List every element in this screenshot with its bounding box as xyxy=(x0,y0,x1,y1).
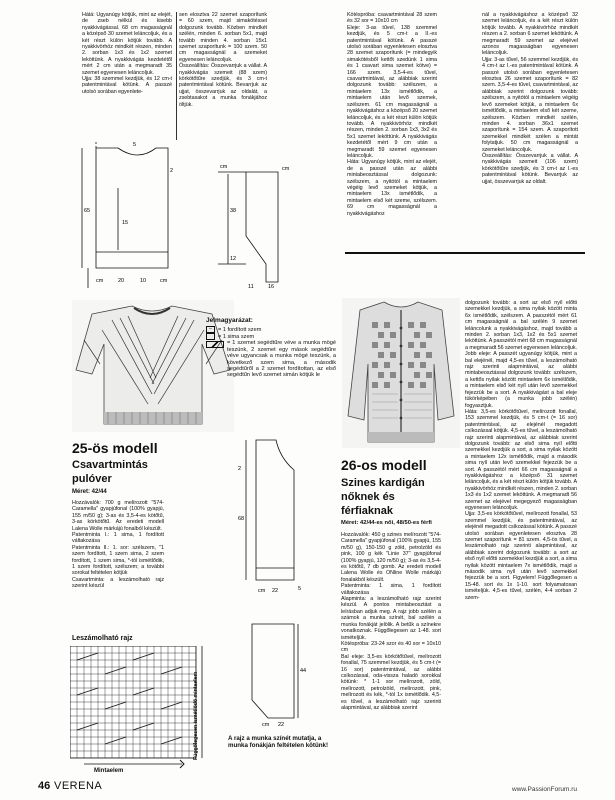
chart-vertical-label: Függőlegesen ismétlődő mintaelem xyxy=(193,671,199,760)
dimension-label: cm xyxy=(96,278,104,284)
model25-subtitle: Csavartmintás xyxy=(72,459,148,471)
brand-name: VERENA xyxy=(54,780,103,792)
dimension-label: 10 xyxy=(140,278,147,284)
dimension-label: 22 xyxy=(278,722,285,728)
sleeve-schematic xyxy=(188,160,298,290)
model26-text: Hozzávalók: 450 g szines melírozott "574-Caramella" gyapjúfonal (100% gyapjú, 155 m/50 g), 150-150 g zöld, petrolzöld és pink, 100 g kék "Linie 37" gyapjúfonal (100% gyapjú, 120 m/50 g); 3-as és 3,5-4-es kötőtű, 7 db gomb. Az eredeti modell Lalena Wolle és ONline Wolle márkájú fonalakból készült. Patentminta: 1 sima, 1 fordított váltakozása Alapminta: a leszámolható rajz szerint készül. A pontos mintabeosztást a leírásban adjuk meg. A rajz jobb szélén a számok a munka színét, bal szélén a munka fonákját jelölik. A betűk a színekre vonatkoznak. Függőlegesen az 1-48. sort ismételjük. Kötéspróba: 23-24 szor és 40 sor = 10x10 cm Bal eleje: 3,5-es körkötőtűvel, melírozott fonallal, 75 szemmel kezdjük, és 5 cm-t (= 16 sor) patentmintával, az alábbi csíkozással, oda-vissza haladó sorokkal kötünk: * 1-1 sor melírozott, zöld, melírozott, petrolzöld, melírozott, pink, melírozott és kék, *-tól 1x ismétlődik. 4,5-es tűvel, a leszámolható rajz szerinti alapmintával, az alábbiak szerint xyxy=(341,532,441,711)
model26-subtitle: Szines kardigán xyxy=(341,477,425,489)
watermark: www.PassionForum.ru xyxy=(512,786,578,793)
col2-top-text: sen elosztva 22 szemet szaporítunk = 60 szem, majd simakötéssel dolgozunk tovább. Közben mindkét szélén, minden 6. sorban 5x1, majd tovább minden 4. sorban 15x1 szemet szaporítunk = 100 szem. 50 cm magasságnál a szemeket egyenesen leláncoljuk. Összeállítás: Összevarrjuk a vállat. A nyakkivágás szemeit (88 szem) körkötőtűre szedjük, és 3 cm-t patentmintával kötünk. Bevarrjuk az ujjat, összevarrjuk az oldalát, a zsebtasakot a munka fonákjához öltjük. xyxy=(179,12,267,108)
divider-line xyxy=(345,252,585,254)
dimension-label: 12 xyxy=(230,256,237,262)
divider-line xyxy=(176,12,177,140)
dimension-label: 44 xyxy=(300,668,307,674)
legend xyxy=(206,318,336,379)
model26-subtitle: férfiaknak xyxy=(341,505,393,517)
dimension-label: 38 xyxy=(230,208,237,214)
model26-size: Méret: 42/44-es női, 48/50-es férfi xyxy=(341,520,432,526)
dimension-label: cm xyxy=(220,164,228,170)
dimension-label: 2 xyxy=(238,466,242,472)
col4-top-text: nál a nyakkivágáshoz a középső 32 szemet leláncoljuk, és a két részt külön kötjük tovább. A nyakkivörhöz mindkét részen a 2. sorban 6 szemet leköttünk. A megmaradt 59 szemet az elejével azonos magasságban egyenesen leláncoljuk. Ujja: 3-as tűvel, 56 szemmel kezdjük, és 4 cm-t az I.-es patentmintával kötünk. A passzé utolsó sorában egyenletesen elosztva 26 szemet szaporítunk = 82 szem. 3,5-4-es tűvel, csavartmintával, az alábbiak szerint dolgozunk tovább: szélszem, a nyitótól a mintaelem végéig levő szemeket kötjük, a mintaelem 6x ismétlődik, a mintaelem első két szeme, szélszem. Közben mindkét szélén, minden 4. sorban 36x1 szemet szaporítunk = 154 szem. A szaporított szemekkel mindkét szélen a mintát folytatjuk. 50 cm magasságnál a szemeket leláncoljuk. Összeállítás: Összevarrjuk a vállat. A nyakkivágás szemeit (106 szem) körkötőtűre szedjük, és 3 cm-t az I.-es patentmintával kötünk. Bevarrjuk az ujjat, összevarrjuk az oldalt. xyxy=(482,12,578,185)
dimension-label: cm xyxy=(262,722,270,728)
dimension-label: cm xyxy=(258,588,266,594)
dimension-label: 65 xyxy=(84,208,91,214)
model25-subtitle: pulóver xyxy=(72,473,112,485)
dimension-label: 5 xyxy=(298,586,302,592)
model25-title: 25-ös modell xyxy=(72,440,158,456)
model26-title: 26-os modell xyxy=(341,457,427,473)
model26-subtitle: nőknek és xyxy=(341,491,395,503)
cardigan-front-schematic xyxy=(236,430,336,620)
col4-bottom-text: dolgozunk tovább: a sort az első nyíl előtti szemekkel kezdjük, a sima nyilak között minta 6x ismétlődik, szélszem. A passzétól mért 61 cm magasságnál a bal szélén 9 szemet leláncolunk a nyakkivágáshoz, majd tovább a minden 2. sorban 1x3, 1x2 és 5x1 szemet leköttünk. A passzétól mért 68 cm magasságnál a megmaradt 56 szemet egyenesen leláncoljuk. Jobb eleje: A passzét ugyanúgy kötjük, mint a bal elejénél, majd 4,5-es tűvel, a leszámolható rajz szerinti alapmintával, az alábbi mintabeosztással dolgozunk tovább: szélszem, a kettős nyilak között mintaelem 6x ismétlődik, a mintaelem első két nyíl után levő szemekkel fejezzük be a sort. A nyakkivágást a bal eleje tükörképében (a munka jobb szélén) fogyasztjuk. Háta: 3,5-es körkötőtűvel, melírozott fonallal, 153 szemmel kezdjük, és 5 cm-t (= 16 sor) patentmintával, az elejénél megadott csíkozással kötjük. 4,5-es tűvel, a leszámolható rajz szerinti alapmintával, az alábbiak szerint dolgozunk tovább: az első sima nyíl előtti szemekkel kezdjük a sort, a sima nyilak között a mintaelem 12x ismétlődik, majd a második sima nyíl után levő szemekkel fejezzük be a sort. A passzétól mért 66 cm magasságnál a nyakkivágáshoz a középső 31 szemet leláncoljuk, és a két részt külön kötjük tovább. A nyakkivörhöz mindkét részen, minden 2. sorban 1x3 és 1x2 szemet leköttünk. A megmaradt 56 szemet az elejével megegyező magasságban egyenesen leláncoljuk. Ujja: 3,5-es körkötőtűvel, melírozott fonallal, 53 szemmel kezdjük, és patentmintával, az elejénél megadott csíkozással kötünk. A passzé utolsó sorában egyenletesen elosztva 28 szemet szaporítunk = 81 szem. 4,5-ös tűvel, a leszámolható rajz szerinti alapmintával, az alábbiak szerint dolgozunk tovább: a sort az első nyíl előtti szemekkel kezdjük a sort, a sima nyilak között mintaelem 7x ismétlődik, majd a második sima nyíl után levő szemekkel fejezzük be a sort. Figyelem! Függőlegesen a 15-48. sort és 1x 1-10. sort folyamatosan ismételjük. 4,5-es tűvel, szélén, 4-4 sorban 2 szem- xyxy=(465,300,577,601)
dimension-label: 5 xyxy=(133,142,137,148)
chart-bottom-label: Mintaelem xyxy=(94,768,124,774)
dimension-label: cm xyxy=(282,166,290,172)
page-number: 46 xyxy=(38,780,51,792)
knit-symbol-icon xyxy=(206,333,215,340)
sweater-body-schematic xyxy=(78,140,178,300)
model25-size: Méret: 42/44 xyxy=(72,489,107,495)
chart-title: Leszámolható rajz xyxy=(72,635,133,642)
dimension-label: 22 xyxy=(272,588,279,594)
cardigan-sleeve-schematic xyxy=(236,620,336,730)
legend-item: = 1 sima szem xyxy=(218,333,255,340)
col1-top-text: Hátá: Ugyanúgy kötjük, mint az elejét, de zseb nélkül és kisebb nyakkivágással. 68 cm magasságnál a középső 30 szemet leláncoljuk, és a két részt külön kötjük tovább. A nyakkivörhöz mindkét részen, minden 2. sorban 1x3 és 1x2 szemet leköttünk. A nyakkivágás kezdetétől mért 2 cm után a megmaradt 35 szemet egyenesen leláncoljuk. Ujja: 38 szemmel kezdjük, és 12 cm-t patentmintával kötünk. A passzé utolsó sorában egyenlete- xyxy=(82,12,172,95)
dimension-label: 11 xyxy=(248,284,254,290)
dimension-label: 16 xyxy=(268,284,275,290)
model25-text: Hozzávalók: 700 g melírozott "574-Caramella" gyapjúfonal (100% gyapjú, 155 m/50 g); 3-as és 3,5-4-es kötőtű, 3-as körkötőtű. Az eredeti modell Lalena Wolle márkájú fonalból készült. Patentminta I.: 1 sima, 1 fordított váltakozása Patentminta II.: 1. sor: szélszem, "1 szem fordított, 1 szem sima, 2 szem fordított, 1 szem sima, *-tól ismétlődik, 1 szem fordított, szélszem; a további sorokat feltételen kötjük Csavartminta: a leszámolható rajz szerint készül xyxy=(72,500,164,590)
col3-top-text: Kötéspróba: csavartmintával 28 szem és 32 sor = 10x10 cm Eleje: 3-as tűvel, 138 szemmel kezdjük, és 5 cm-t a II.-es patentmintával kötünk. A passzé utolsó sorában egyenletesen elosztva 28 szemet szaporítunk (= mindegyik simakötésből kettőt szedünk 1 sima és 1 csavart sima szemet kötve) = 166 szem. 3,5-4-es tűvel, csavartmintával, az alábbiak szerint dolgozunk tovább: szélszem, a mintaelem 13x ismétlődik, a mintaelem után levő szemek, szélszem. 61 cm magasságnál a nyakkivágáshoz a középső 20 szemet leláncoljuk, és a két részt külön kötjük tovább. A nyakkivörhöz mindkét részen, minden 2. sorban 1x3, 3x2 és 5x1 szemet leköttünk. A nyakkivágás kezdetétől mért 9 cm után a megmaradt 59 szemet egyenesen leláncoljuk. Háta: Ugyanúgy kötjük, mint az elejét, de a passzé után az alábbi mintabeosztással dolgozunk: szélszem, a nyitótól a mintaelem végéig levő szemeket kötjük, a mintaelem 13x ismétlődik, a mintaelem első két szeme, szélszem. 69 cm magasságnál a nyakkivágáshoz xyxy=(347,12,437,217)
cable-symbol-icon xyxy=(206,341,224,348)
dimension-label: 15 xyxy=(122,220,129,226)
dimension-label: cm xyxy=(160,278,168,284)
legend-item: = 1 fordított szem xyxy=(218,326,262,333)
legend-item: = 1 szemet segédtűre véve a munka mögé teszünk, 2 szemet egy mások segédtűre véve ugyancsak a munka mögé teszünk, a következő szem sima, a második segédtűről a 2 szemet fordítottan, az első segédtűn levő szemet simán kötjük le xyxy=(227,340,336,379)
dimension-label: 2 xyxy=(170,168,174,174)
purl-symbol-icon: − xyxy=(206,326,215,333)
legend-title: Jelmagyarázat: xyxy=(206,317,253,324)
chart-note: A rajz a munka színét mutatja, a munka fonákján feltételen kötünk! xyxy=(228,735,329,750)
dimension-label: 20 xyxy=(118,278,125,284)
cardigan-photo xyxy=(342,298,460,448)
dimension-label: 68 xyxy=(238,516,245,522)
